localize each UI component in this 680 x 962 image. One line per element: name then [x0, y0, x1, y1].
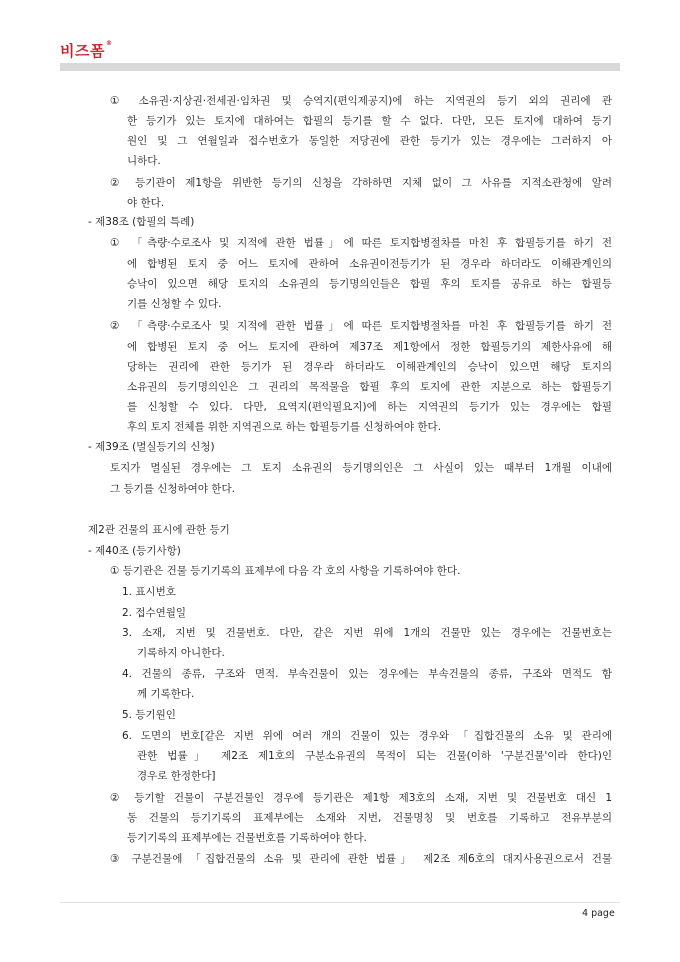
text-line: 니하다. — [127, 155, 161, 167]
text-line: ② 등기할 건물이 구분건물인 경우에 등기관은 제1항 제3호의 소재, 지번 및 건물번호 대신 1 — [110, 792, 612, 804]
text-line: ① 소유권·지상권·전세권·임차권 및 승역지(편익제공지)에 하는 지역권의 등기 외의 권리에 관 — [110, 95, 612, 107]
text-line: 등기기록의 표제부에는 건물번호를 기록하여야 한다. — [127, 832, 367, 844]
header-bar — [60, 63, 620, 71]
bizform-logo — [60, 40, 112, 61]
text-line: 당하는 권리에 관한 등기가 된 경우라 하더라도 이해관계인의 승낙이 있으면 해당 토지의 — [127, 361, 612, 373]
article-heading: - 제40조 (등기사항) — [88, 545, 181, 557]
text-line: 그 등기를 신청하여야 한다. — [110, 483, 235, 495]
text-line: ② 「측량·수로조사 및 지적에 관한 법률」에 따른 토지합병절차를 마친 후 합필등기를 하기 전 — [110, 320, 612, 332]
text-line: 께 기록한다. — [137, 688, 195, 700]
text-line: 에 합병된 토지 중 어느 토지에 관하여 소유권이전등기가 된 경우라 하더라도 이해관계인의 — [127, 258, 612, 270]
text-line: 를 신청할 수 있다. 다만, 요역지(편익필요지)에 하는 지역권의 등기가 있는 경우에는 합필 — [127, 401, 612, 413]
text-line: 동 건물의 등기기록의 표제부에는 소재와 지번, 건물명칭 및 번호를 기록하고 전유부분의 — [127, 812, 612, 824]
text-line: 관한 법률」 제2조 제1호의 구분소유권의 목적이 되는 건물(이하 '구분건물'이라 한다)인 — [137, 750, 612, 762]
text-line: 소유권의 등기명의인은 그 권리의 목적물을 합필 후의 토지에 관한 지분으로 하는 합필등기 — [127, 381, 612, 393]
footer-divider — [60, 902, 620, 903]
logo-text: 비즈폼 — [60, 42, 105, 60]
page-number: 4 page — [582, 908, 615, 919]
text-line: ① 등기관은 건물 등기기록의 표제부에 다음 각 호의 사항을 기록하여야 한다. — [110, 565, 461, 577]
list-item: 6. 도면의 번호[같은 지번 위에 여러 개의 건물이 있는 경우와 「집합건물의 소유 및 관리에 — [122, 730, 612, 742]
list-item: 1. 표시번호 — [122, 586, 176, 598]
text-line: 기록하지 아니한다. — [137, 647, 225, 659]
registered-mark: ® — [105, 40, 113, 47]
article-heading: - 제38조 (합필의 특례) — [88, 216, 195, 228]
text-line: 원인 및 그 연월일과 접수번호가 동일한 저당권에 관한 등기가 있는 경우에는 그러하지 아 — [127, 135, 612, 147]
list-item: 4. 건물의 종류, 구조와 면적. 부속건물이 있는 경우에는 부속건물의 종류, 구조와 면적도 함 — [122, 668, 612, 680]
list-item: 5. 등기원인 — [122, 709, 176, 721]
article-heading: - 제39조 (멸실등기의 신청) — [88, 441, 215, 453]
text-line: 기를 신청할 수 있다. — [127, 298, 222, 310]
list-item: 3. 소재, 지번 및 건물번호. 다만, 같은 지번 위에 1개의 건물만 있는 경우에는 건물번호는 — [122, 627, 612, 639]
text-line: 에 합병된 토지 중 어느 토지에 관하여 제37조 제1항에서 정한 합필등기의 제한사유에 해 — [127, 341, 612, 353]
text-line: 경우로 한정한다] — [137, 770, 216, 782]
text-line: 후의 토지 전체를 위한 지역권으로 하는 합필등기를 신청하여야 한다. — [127, 421, 442, 433]
text-line: 승낙이 있으면 해당 토지의 소유권의 등기명의인들은 합필 후의 토지를 공유로 하는 합필등 — [127, 278, 612, 290]
text-line: 한 등기가 있는 토지에 대하여는 합필의 등기를 할 수 없다. 다만, 모든 토지에 대하여 등기 — [127, 115, 612, 127]
section-heading: 제2관 건물의 표시에 관한 등기 — [88, 524, 230, 536]
text-line: ③ 구분건물에 「집합건물의 소유 및 관리에 관한 법률」 제2조 제6호의 대지사용권으로서 건물 — [110, 853, 612, 865]
text-line: 토지가 멸실된 경우에는 그 토지 소유권의 등기명의인은 그 사실이 있는 때부터 1개월 이내에 — [110, 462, 612, 474]
text-line: ② 등기관이 제1항을 위반한 등기의 신청을 각하하면 지체 없이 그 사유를 지적소관청에 알려 — [110, 177, 612, 189]
text-line: ① 「측량·수로조사 및 지적에 관한 법률」에 따른 토지합병절차를 마친 후 합필등기를 하기 전 — [110, 237, 612, 249]
text-line: 야 한다. — [127, 197, 165, 209]
list-item: 2. 접수연월일 — [122, 607, 187, 619]
